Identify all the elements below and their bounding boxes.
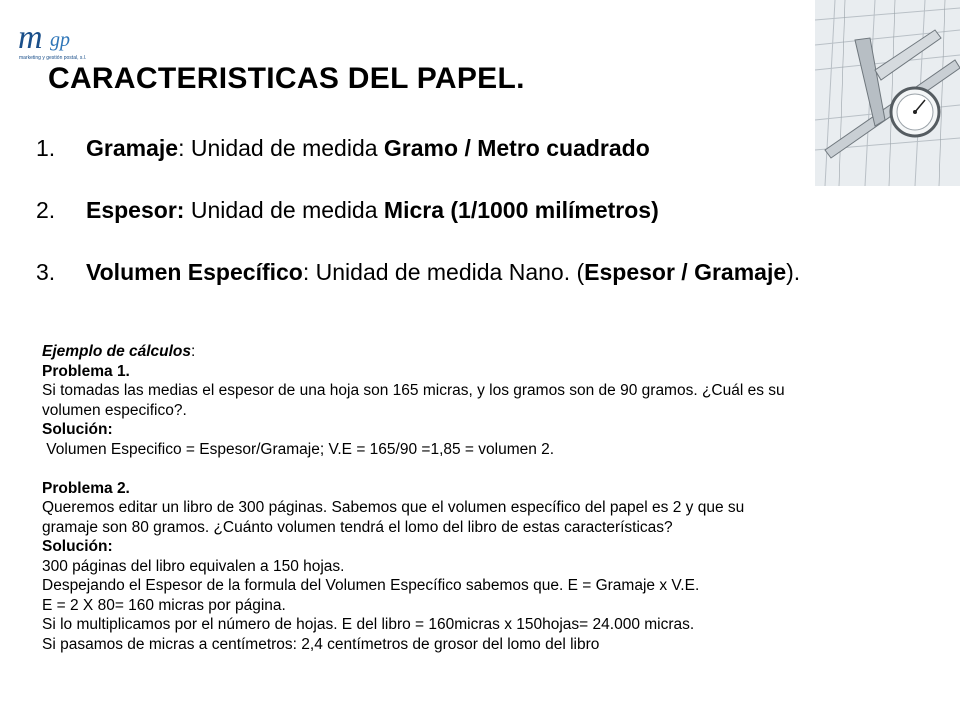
unit-label: Gramo / Metro cuadrado — [383, 135, 650, 161]
definition-text: Unidad de medida — [184, 197, 384, 223]
spacer — [42, 459, 952, 479]
list-item-espesor — [36, 194, 936, 226]
problem-2-solution-line: Si pasamos de micras a centímetros: 2,4 centímetros de grosor del lomo del libro — [42, 635, 600, 653]
list-item-gramaje — [36, 132, 936, 164]
problem-1-text: Si tomadas las medias el espesor de una hoja son 165 micras, y los gramos son de 90 gramos. ¿Cuál es su — [42, 382, 785, 399]
term-label: Espesor: — [86, 197, 185, 223]
problem-2-text-cont: gramaje son 80 gramos. ¿Cuánto volumen tendrá el lomo del libro de estas características? — [42, 518, 673, 536]
mgp-logo-mark — [18, 18, 108, 68]
problem-2-text: Queremos editar un libro de 300 páginas. Sabemos que el volumen específico del papel es 2 y que su — [42, 499, 745, 516]
calculation-examples — [42, 342, 952, 654]
company-logo — [18, 18, 108, 68]
examples-heading-text: Ejemplo de cálculos — [42, 343, 192, 360]
problem-1-solution: Volumen Especifico = Espesor/Gramaje; V.E = 165/90 =1,85 = volumen 2. — [42, 440, 555, 458]
problem-2-solution-label: Solución: — [42, 538, 113, 555]
problem-1-text-cont: volumen especifico?. — [42, 401, 187, 419]
examples-heading — [42, 342, 952, 362]
term-label: Gramaje — [86, 135, 179, 161]
problem-2-solution-line: Despejando el Espesor de la formula del Volumen Específico sabemos que. E = Gramaje x V.E. — [42, 577, 700, 594]
examples-heading-colon: : — [191, 343, 196, 360]
definition-text: : Unidad de medida Nano. ( — [302, 259, 585, 285]
definition-text: : Unidad de medida — [178, 135, 384, 161]
svg-text:gp: gp — [50, 29, 70, 51]
problem-1-title: Problema 1. — [42, 362, 130, 380]
problem-2-solution-line: E = 2 X 80= 160 micras por página. — [42, 596, 286, 614]
problem-1-solution-label: Solución: — [42, 421, 113, 438]
svg-text:m: m — [18, 19, 43, 56]
definition-tail: ). — [786, 259, 801, 285]
problem-2-solution-line: Si lo multiplicamos por el número de hojas. E del libro = 160micras x 150hojas= 24.000 micras. — [42, 616, 695, 633]
list-number: 2. — [36, 197, 56, 223]
term-label: Volumen Específico — [86, 259, 303, 285]
svg-text:marketing y gestión postal, s.: marketing y gestión postal, s.l. — [19, 55, 87, 61]
list-item-volumen-especifico — [36, 256, 936, 288]
list-number: 1. — [36, 135, 56, 161]
unit-label: Espesor / Gramaje — [584, 259, 787, 285]
problem-2-solution-line: 300 páginas del libro equivalen a 150 hojas. — [42, 557, 345, 575]
paper-characteristics-list — [36, 132, 936, 318]
problem-2-title: Problema 2. — [42, 479, 130, 497]
page-title: CARACTERISTICAS DEL PAPEL. — [48, 62, 525, 95]
unit-label: Micra (1/1000 milímetros) — [383, 197, 659, 223]
list-number: 3. — [36, 259, 56, 285]
